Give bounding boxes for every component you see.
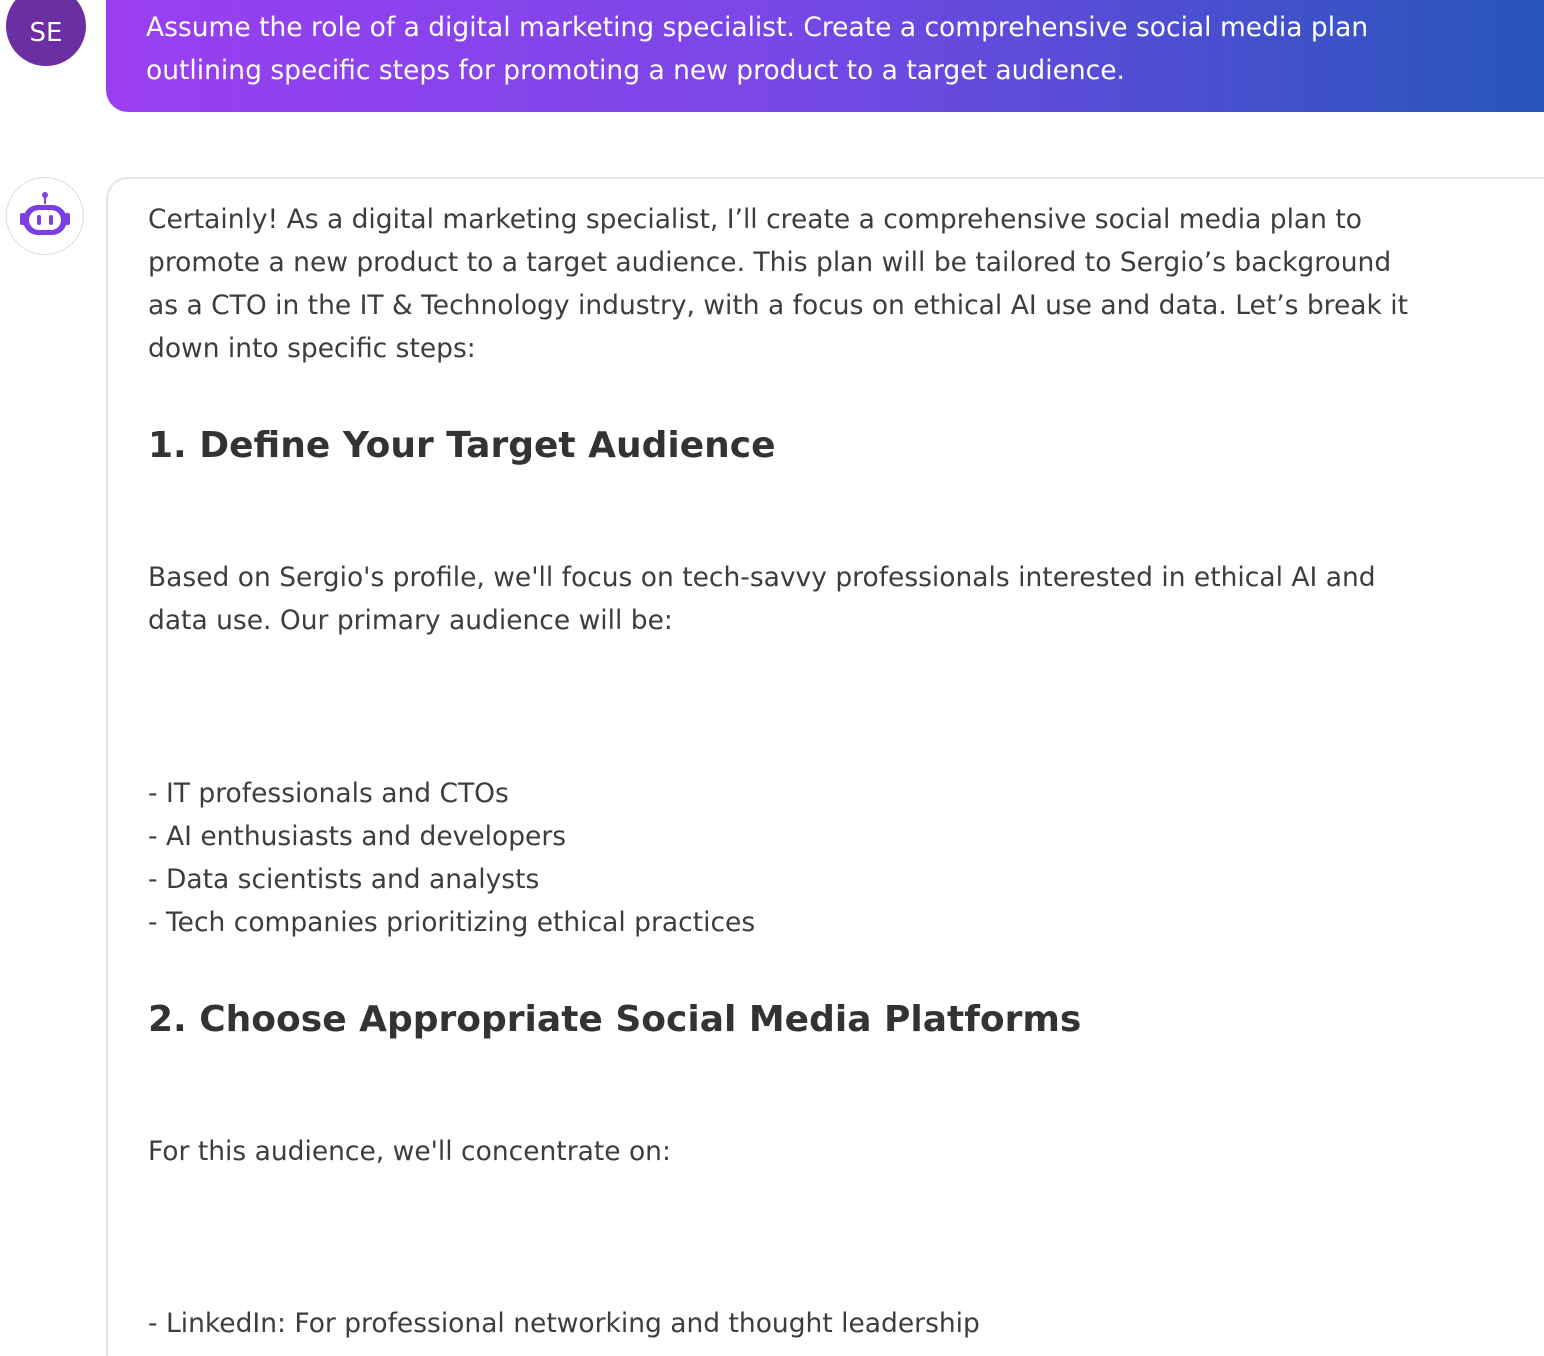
list-item: - Data scientists and analysts bbox=[148, 864, 540, 895]
user-avatar bbox=[6, 0, 86, 66]
section-body: For this audience, we'll concentrate on: bbox=[148, 1136, 671, 1167]
list-item: - LinkedIn: For professional networking and thought leadership bbox=[148, 1308, 980, 1339]
list-item: - IT professionals and CTOs bbox=[148, 778, 509, 809]
assistant-avatar bbox=[6, 177, 84, 255]
list-item: - AI enthusiasts and developers bbox=[148, 821, 567, 852]
user-message-text: Assume the role of a digital marketing specialist. Create a comprehensive social media plan outlining specific steps for promoting a new product to a target audience. bbox=[146, 12, 1369, 86]
section-heading: 2. Choose Appropriate Social Media Platforms bbox=[148, 999, 1082, 1040]
audience-list bbox=[148, 772, 755, 944]
user-avatar-initials: SE bbox=[29, 18, 63, 48]
robot-icon bbox=[15, 186, 75, 246]
assistant-intro: Certainly! As a digital marketing specialist, I’ll create a comprehensive social media plan to promote a new product to a target audience. This plan will be tailored to Sergio’s background as a CTO in the IT & Technology industry, with a focus on ethical AI use and data. Let’s break it down into specific steps: bbox=[148, 204, 1409, 364]
section-body: Based on Sergio's profile, we'll focus on tech-savvy professionals interested in ethical AI and data use. Our primary audience will be: bbox=[148, 562, 1376, 636]
user-message-bubble bbox=[106, 0, 1544, 112]
platform-list bbox=[148, 1302, 980, 1345]
list-item: - Tech companies prioritizing ethical practices bbox=[148, 907, 756, 938]
section-heading: 1. Define Your Target Audience bbox=[148, 425, 776, 466]
